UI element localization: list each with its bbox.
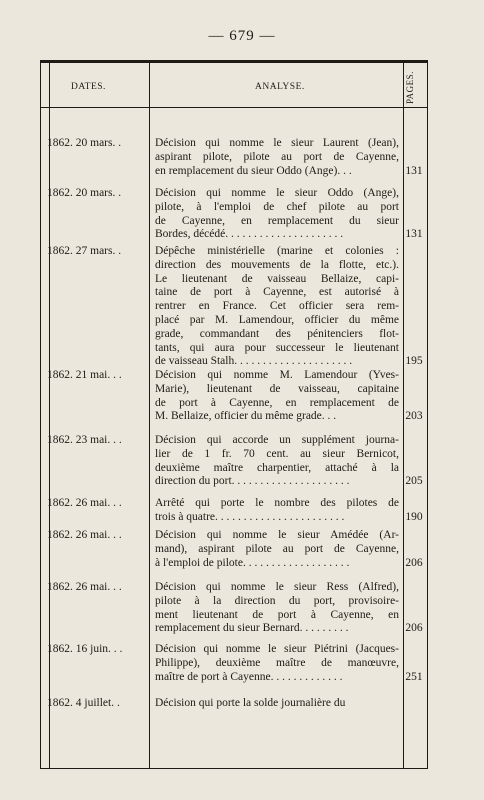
analysis-line: M. Bellaize, officier du même grade. . . xyxy=(155,410,337,423)
entry-analysis xyxy=(155,187,399,242)
analysis-line: de Cayenne, en remplacement du sieur xyxy=(155,214,399,227)
analysis-line: aspirant pilote, pilote au port de Cayenne, xyxy=(155,150,399,163)
analysis-line: taine de port à Cayenne, est autorisé à xyxy=(155,286,399,299)
analysis-line: grade, commandant des pénitenciers flot- xyxy=(155,327,399,340)
entry-date: 1862. 26 mai. . . xyxy=(47,497,122,509)
header-pages: PAGES. xyxy=(405,71,415,105)
entry-analysis xyxy=(155,697,399,711)
analysis-line: Décision qui nomme le sieur Oddo (Ange), xyxy=(155,187,399,199)
entry-analysis xyxy=(155,497,399,525)
analysis-line: Bordes, décédé. . . . . . . . . . . . . . . . . . . . . xyxy=(155,228,344,241)
analysis-line: en remplacement du sieur Oddo (Ange). . . xyxy=(155,164,352,177)
ledger-entry xyxy=(41,369,427,428)
entry-page-ref: 190 xyxy=(405,510,423,523)
analysis-line: Philippe), deuxième maître de manœuvre, xyxy=(155,656,399,669)
entry-date: 1862. 26 mai. . . xyxy=(47,581,122,593)
entry-analysis xyxy=(155,137,399,178)
analysis-line: de vaisseau Stalh. . . . . . . . . . . . . . . . . . . . . xyxy=(155,355,353,368)
analysis-line: rentrer en France. Cet officier sera rem- xyxy=(155,300,399,313)
entry-page-ref: 131 xyxy=(405,164,423,177)
ledger-entry xyxy=(41,581,427,640)
analysis-line: remplacement du sieur Bernard. . . . . . . . . xyxy=(155,622,349,635)
analysis-line: Décision qui accorde un supplément journa- xyxy=(155,434,399,446)
ledger-entry xyxy=(41,187,427,246)
ledger-entry xyxy=(41,643,427,688)
entry-analysis xyxy=(155,245,399,369)
header-analyse: ANALYSE. xyxy=(255,82,305,92)
ledger-entry xyxy=(41,529,427,574)
entry-page-ref: 206 xyxy=(405,556,423,569)
analysis-line: Marie), lieutenant de vaisseau, capitaine xyxy=(155,382,399,395)
ledger-entry xyxy=(41,697,427,715)
ledger-table xyxy=(40,60,428,769)
analysis-line: direction des mouvements de la flotte, etc.). xyxy=(155,258,399,271)
entry-analysis xyxy=(155,581,399,636)
ledger-entry xyxy=(41,137,427,182)
entry-analysis xyxy=(155,643,399,684)
entry-page-ref: 206 xyxy=(405,622,423,635)
analysis-line: placé par M. Lamendour, officier du même xyxy=(155,313,399,326)
entry-date: 1862. 26 mai. . . xyxy=(47,529,122,541)
table-header xyxy=(41,67,427,108)
analysis-line: à l'emploi de pilote. . . . . . . . . . . . . . . . . . . xyxy=(155,556,350,569)
header-dates: DATES. xyxy=(71,82,106,92)
entry-page-ref: 251 xyxy=(405,670,423,683)
analysis-line: direction du port. . . . . . . . . . . . . . . . . . . . . xyxy=(155,475,350,488)
analysis-line: tants, qui aura pour successeur le lieutenant xyxy=(155,341,399,354)
entry-date: 1862. 4 juillet. . xyxy=(47,697,120,709)
analysis-line: Décision qui nomme le sieur Amédée (Ar- xyxy=(155,529,399,541)
entry-page-ref: 195 xyxy=(405,355,423,368)
analysis-line: maître de port à Cayenne. . . . . . . . . . . . . xyxy=(155,670,343,683)
entry-date: 1862. 21 mai. . . xyxy=(47,369,122,381)
analysis-line: Décision qui nomme le sieur Ress (Alfred), xyxy=(155,581,399,593)
page-number: — 679 — xyxy=(208,28,276,44)
entry-analysis xyxy=(155,434,399,489)
entry-date: 1862. 20 mars. . xyxy=(47,187,122,199)
ledger-entry xyxy=(41,245,427,373)
analysis-line: deuxième maître charpentier, attaché à la xyxy=(155,461,399,474)
ledger-entry xyxy=(41,434,427,493)
entry-page-ref: 205 xyxy=(405,475,423,488)
entry-date: 1862. 23 mai. . . xyxy=(47,434,122,446)
entry-page-ref: 131 xyxy=(405,228,423,241)
analysis-line: Le lieutenant de vaisseau Bellaize, capi- xyxy=(155,272,399,285)
analysis-line: mand), aspirant pilote au port de Cayenne, xyxy=(155,542,399,555)
analysis-line: ment lieutenant de port à Cayenne, en xyxy=(155,608,399,621)
analysis-line: Décision qui nomme le sieur Laurent (Jean), xyxy=(155,137,399,149)
analysis-line: lier de 1 fr. 70 cent. au sieur Bernicot, xyxy=(155,447,399,460)
entry-analysis xyxy=(155,369,399,424)
analysis-line: trois à quatre. . . . . . . . . . . . . . . . . . . . . . . xyxy=(155,510,345,523)
entry-date: 1862. 16 juin. . . xyxy=(47,643,123,655)
ledger-entry xyxy=(41,497,427,529)
entry-analysis xyxy=(155,529,399,570)
analysis-line: pilote, à l'emploi de chef pilote au port xyxy=(155,200,399,213)
analysis-line: Dépêche ministérielle (marine et colonies : xyxy=(155,245,399,257)
analysis-line: de port à Cayenne, en remplacement de xyxy=(155,396,399,409)
analysis-line: pilote à la direction du port, provisoire- xyxy=(155,594,399,607)
analysis-line: Décision qui nomme le sieur Piétrini (Jacques- xyxy=(155,643,399,655)
analysis-line: Arrêté qui porte le nombre des pilotes de xyxy=(155,497,399,509)
entry-date: 1862. 27 mars. . xyxy=(47,245,122,257)
analysis-line: Décision qui nomme M. Lamendour (Yves- xyxy=(155,369,399,381)
analysis-line: Décision qui porte la solde journalière du xyxy=(155,697,346,709)
entry-page-ref: 203 xyxy=(405,410,423,423)
entry-date: 1862. 20 mars. . xyxy=(47,137,122,149)
